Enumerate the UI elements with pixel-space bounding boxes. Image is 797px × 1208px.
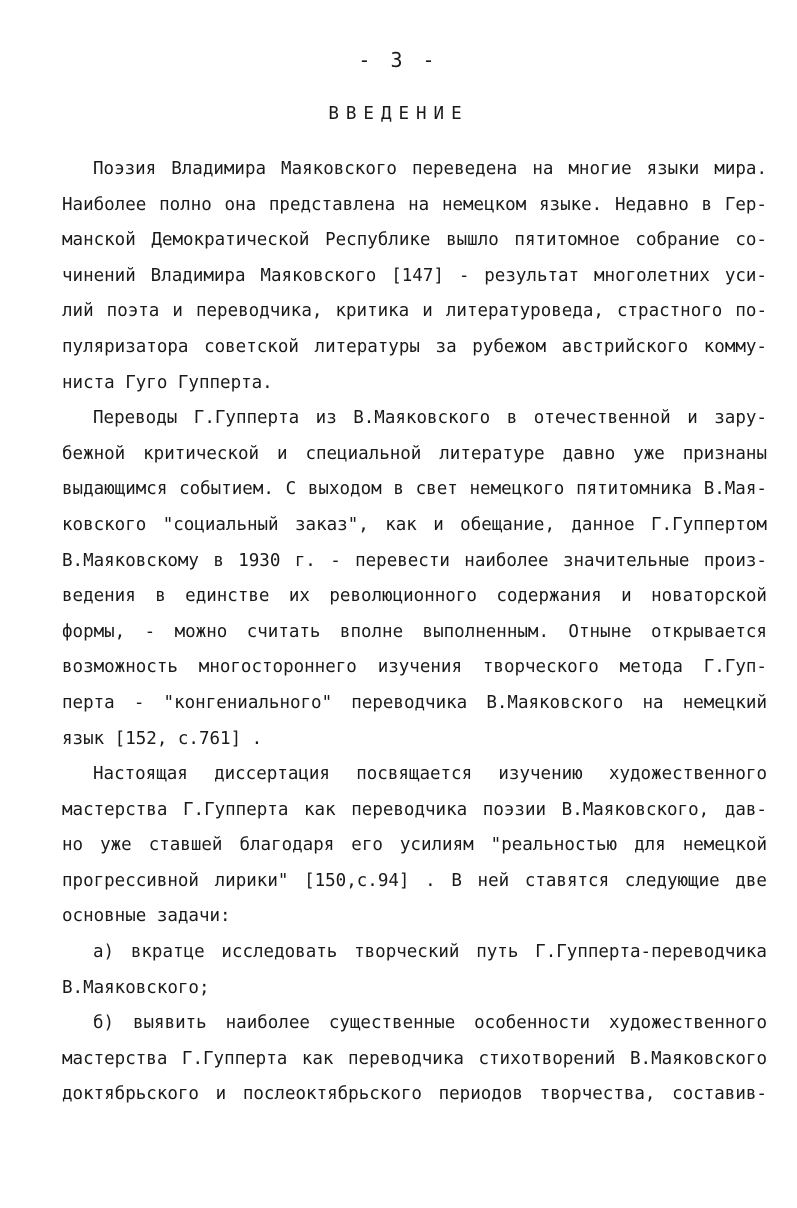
word: ней xyxy=(477,870,510,891)
word: ковского xyxy=(62,514,147,535)
text-line xyxy=(62,828,767,864)
word: специальной xyxy=(305,443,422,464)
word: вышло xyxy=(446,230,499,251)
word: для xyxy=(634,835,666,856)
word: Поэзия xyxy=(93,159,157,179)
word: как xyxy=(301,1048,334,1069)
word: Недавно xyxy=(614,194,689,215)
word: изучению xyxy=(498,764,583,785)
word: Маяковского xyxy=(281,159,397,179)
word: немецкой xyxy=(682,835,767,856)
word: мира. xyxy=(714,159,767,179)
word: признаны xyxy=(682,443,767,464)
word: существенные xyxy=(328,1013,456,1034)
word: комму- xyxy=(703,336,767,357)
word: выдающимся xyxy=(62,479,168,500)
word: [147] xyxy=(391,265,444,286)
word: формы, xyxy=(62,621,126,642)
text-line xyxy=(62,793,767,829)
text-line xyxy=(62,757,767,793)
word: В.Маяковского xyxy=(486,692,624,713)
word: Г.Гуп- xyxy=(703,657,767,678)
word: наиболее xyxy=(225,1013,310,1034)
word: мастерства xyxy=(62,1048,168,1069)
word: Маяковского xyxy=(260,265,377,286)
word: пятитомника xyxy=(576,479,692,500)
text-line xyxy=(62,579,767,615)
word: обещание, xyxy=(460,514,555,535)
word: со- xyxy=(735,230,767,251)
word: - xyxy=(144,621,156,642)
word: периодов xyxy=(438,1084,523,1105)
word: рубежом xyxy=(472,336,547,357)
page-title: ВВЕДЕНИЕ xyxy=(328,104,469,124)
word: пуляризатора xyxy=(62,336,189,357)
word: как xyxy=(385,514,417,535)
text-line xyxy=(62,223,767,259)
word: и xyxy=(422,301,433,322)
text-line xyxy=(62,686,767,722)
word: данное xyxy=(571,514,635,535)
word: на xyxy=(532,159,554,179)
text-line xyxy=(62,152,767,188)
word: изучения xyxy=(377,657,462,678)
word: стихотворений xyxy=(478,1048,616,1069)
word: за xyxy=(435,336,457,357)
word: возможность xyxy=(62,657,178,678)
word: В.Маяковского xyxy=(353,408,491,429)
word: мастерства xyxy=(62,799,168,820)
word: давно xyxy=(562,443,616,464)
word: и xyxy=(687,408,698,429)
word: единстве xyxy=(185,586,270,607)
word: "социальный xyxy=(162,514,279,535)
document-body xyxy=(62,152,767,1113)
word: и xyxy=(276,443,288,464)
text-line xyxy=(62,935,767,971)
word: лирики" xyxy=(214,870,289,891)
word: многие xyxy=(568,159,632,179)
word: г. xyxy=(294,550,316,571)
text-line xyxy=(62,650,767,686)
word: содержания xyxy=(496,586,602,607)
word: зару- xyxy=(714,408,767,429)
paragraph xyxy=(62,757,767,935)
word: . xyxy=(425,870,436,891)
text-line xyxy=(62,1042,767,1078)
word: результат xyxy=(484,265,580,286)
paragraph xyxy=(62,152,767,401)
word: немецкий xyxy=(682,692,767,713)
word: страстного xyxy=(616,301,723,322)
word: перевести xyxy=(355,550,450,571)
word: переводчика xyxy=(351,799,468,820)
word: Гер- xyxy=(724,194,767,215)
word: основные задачи: xyxy=(62,906,231,927)
word: событием. xyxy=(179,479,274,500)
text-line xyxy=(62,366,767,402)
word: выполненным. xyxy=(422,621,549,642)
word: исследовать xyxy=(221,942,338,963)
word: метода xyxy=(619,657,683,678)
word: дав- xyxy=(724,799,767,820)
word: Демократической xyxy=(151,230,310,251)
word: - xyxy=(330,550,341,571)
word: на xyxy=(642,692,664,713)
word: две xyxy=(735,870,767,891)
word: В.Маяковского, xyxy=(561,799,710,820)
word: бежной xyxy=(62,443,126,464)
text-line xyxy=(62,188,767,224)
word: поэзии xyxy=(482,799,547,820)
word: Г.Гуппертом xyxy=(651,514,767,535)
word: послеоктябрьского xyxy=(242,1084,422,1105)
word: литературоведа, xyxy=(445,301,604,322)
word: уже xyxy=(633,443,665,464)
word: но xyxy=(62,835,84,856)
word: составив- xyxy=(672,1084,767,1105)
word: отечественной xyxy=(533,408,671,429)
text-line xyxy=(62,437,767,473)
word: следующие xyxy=(624,870,720,891)
word: творческий xyxy=(354,942,460,963)
word: путь xyxy=(476,942,519,963)
word: благодаря xyxy=(239,835,335,856)
word: Переводы xyxy=(93,408,178,429)
word: по- xyxy=(735,301,767,322)
word: ведения xyxy=(62,586,136,607)
word: творчества, xyxy=(539,1084,656,1105)
text-line xyxy=(62,508,767,544)
text-line xyxy=(62,401,767,437)
word: Республике xyxy=(325,230,431,251)
word: [150,с.94] xyxy=(304,870,410,891)
word: Владимира xyxy=(171,159,267,179)
word: - xyxy=(133,692,145,713)
word: художественного xyxy=(608,764,767,785)
word: "конгениального" xyxy=(163,692,333,713)
word: особенности xyxy=(474,1013,591,1034)
word: переведена xyxy=(411,159,518,179)
paragraph xyxy=(62,935,767,1006)
word: В.Мая- xyxy=(703,479,767,500)
word: б) xyxy=(93,1013,115,1034)
word: В.Маяковского xyxy=(630,1048,767,1069)
word: в xyxy=(393,479,404,500)
word: выявить xyxy=(132,1013,207,1034)
word: революционного xyxy=(329,586,477,607)
word: советской xyxy=(204,336,299,357)
word: в xyxy=(506,408,518,429)
word: заказ", xyxy=(295,514,369,535)
word: творческого xyxy=(482,657,599,678)
word: пятитомное xyxy=(514,230,620,251)
word: и xyxy=(621,586,632,607)
word: литературы xyxy=(314,336,420,357)
word: собрание xyxy=(635,230,720,251)
text-line xyxy=(62,899,767,935)
word: значительные xyxy=(562,550,690,571)
text-line xyxy=(62,1006,767,1042)
word: их xyxy=(288,586,310,607)
word: полно xyxy=(159,194,212,215)
word: вкратце xyxy=(130,942,205,963)
word: представлена xyxy=(268,194,396,215)
word: языки xyxy=(646,159,700,179)
word: многостороннего xyxy=(198,657,357,678)
word: открывается xyxy=(651,621,767,642)
word: как xyxy=(304,799,336,820)
word: ставятся xyxy=(524,870,610,891)
word: Г.Гупперта xyxy=(193,408,300,429)
word: доктябрьского xyxy=(62,1084,199,1105)
word: критической xyxy=(143,443,260,464)
text-line xyxy=(62,1077,767,1113)
word: чинений xyxy=(62,265,136,286)
text-line xyxy=(62,259,767,295)
text-line xyxy=(62,615,767,651)
word: Владимира xyxy=(150,265,246,286)
word: наиболее xyxy=(464,550,549,571)
word: новаторской xyxy=(651,586,767,607)
word: лий xyxy=(62,301,94,322)
text-line xyxy=(62,722,767,758)
word: манской xyxy=(62,230,136,251)
text-line xyxy=(62,472,767,508)
word: Отныне xyxy=(568,621,632,642)
word: В.Маяковского; xyxy=(62,977,210,998)
word: можно xyxy=(174,621,228,642)
word: немецкого xyxy=(469,479,565,500)
word: австрийского xyxy=(561,336,689,357)
word: перта xyxy=(62,692,115,713)
word: Г.Гупперта-переводчика xyxy=(535,942,767,963)
word: переводчика xyxy=(348,1048,464,1069)
word: ставшей xyxy=(148,835,223,856)
word: В.Маяковскому xyxy=(62,550,199,571)
paragraph xyxy=(62,1006,767,1113)
word: и xyxy=(172,301,183,322)
word: язык [152, с.761] . xyxy=(62,728,263,749)
word: а) xyxy=(93,942,115,963)
word: из xyxy=(315,408,337,429)
word: "реальностью xyxy=(490,835,618,856)
text-line xyxy=(62,864,767,900)
word: переводчика, xyxy=(195,301,323,322)
word: Г.Гупперта xyxy=(181,1048,288,1069)
word: на xyxy=(408,194,430,215)
word: и xyxy=(433,514,444,535)
word: 1930 xyxy=(238,550,281,571)
word: многолетних xyxy=(594,265,710,286)
word: художественного xyxy=(608,1013,767,1034)
word: - xyxy=(458,265,470,286)
text-line xyxy=(62,544,767,580)
paragraph xyxy=(62,401,767,757)
word: переводчика xyxy=(351,692,468,713)
word: поэта xyxy=(106,301,160,322)
word: произ- xyxy=(703,550,767,571)
word: Настоящая xyxy=(93,764,188,785)
page-number: - 3 - xyxy=(358,48,439,72)
word: уже xyxy=(100,835,132,856)
word: С xyxy=(285,479,297,500)
word: прогрессивной xyxy=(62,870,199,891)
word: Наиболее xyxy=(62,194,147,215)
word: диссертация xyxy=(214,764,330,785)
word: посвящается xyxy=(356,764,473,785)
word: его xyxy=(351,835,383,856)
word: уси- xyxy=(724,265,767,286)
word: усилиям xyxy=(399,835,474,856)
word: в xyxy=(701,194,713,215)
word: В xyxy=(451,870,462,891)
word: критика xyxy=(335,301,410,322)
text-line xyxy=(62,971,767,1007)
word: немецком xyxy=(441,194,527,215)
word: литературе xyxy=(439,443,545,464)
word: свет xyxy=(415,479,458,500)
text-line xyxy=(62,294,767,330)
word: в xyxy=(213,550,224,571)
word: вполне xyxy=(339,621,404,642)
word: ниста Гуго Гупперта. xyxy=(62,372,273,393)
word: она xyxy=(224,194,257,215)
word: считать xyxy=(246,621,321,642)
text-line xyxy=(62,330,767,366)
word: в xyxy=(155,586,166,607)
word: Г.Гупперта xyxy=(183,799,289,820)
word: выходом xyxy=(307,479,382,500)
word: языке. xyxy=(539,194,603,215)
word: и xyxy=(215,1084,227,1105)
